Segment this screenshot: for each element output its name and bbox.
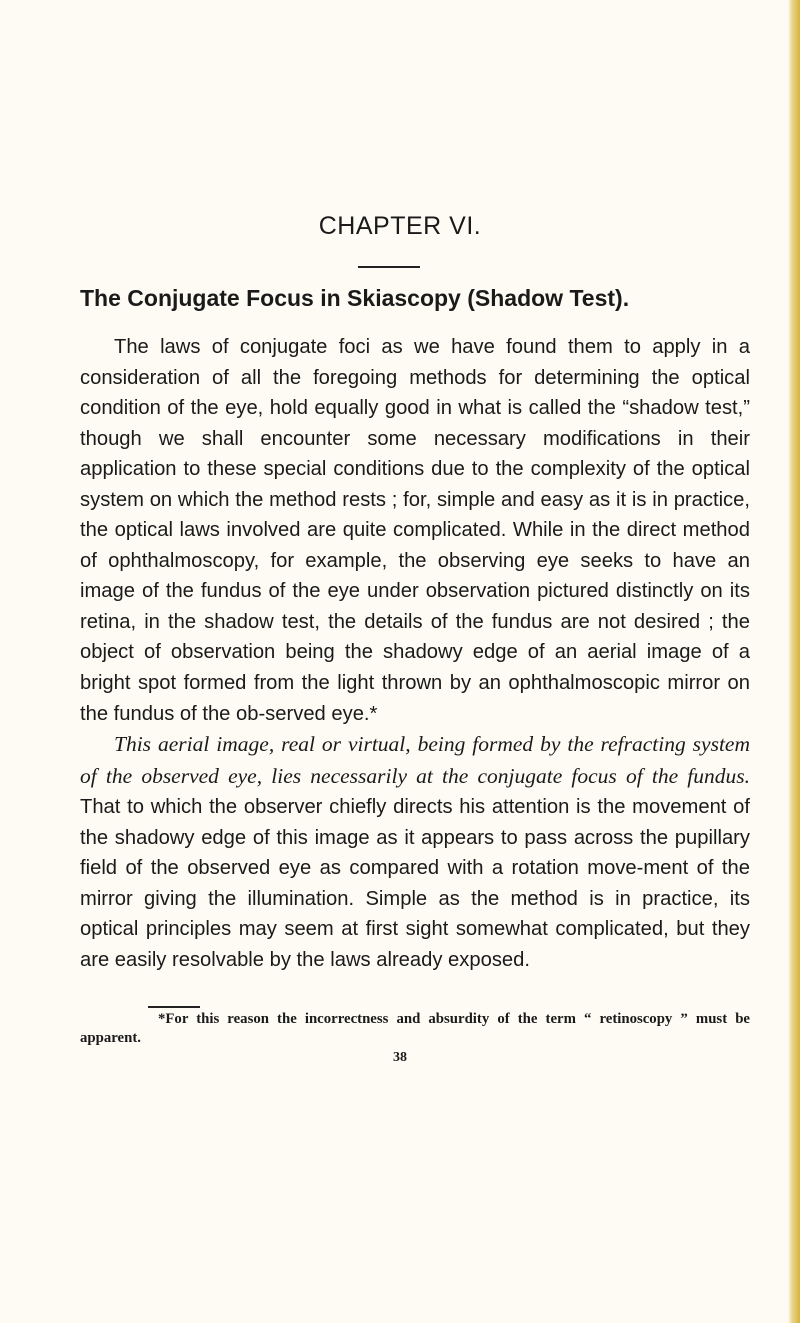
paragraph-2-roman: That to which the observer chiefly directs his attention is the movement of the shadowy edge of this image as it appears to pass across the pupillary field of the observed eye as compared with a rotation move-ment of the mirror giving the illumination. Simple as the method is in practice, its optical principles may seem at first sight somewhat complicated, but they are easily resolvable by the laws already exposed. [80,796,750,971]
footnote-rule [148,1006,200,1008]
paragraph-1: The laws of conjugate foci as we have found them to apply in a consideration of all the foregoing methods for determining the optical condition of the eye, hold equally good in what is called the “shadow test,” though we shall encounter some necessary modifications in their application to these special conditions due to the complexity of the optical system on which the method rests ; for, simple and easy as it is in practice, the optical laws involved are quite complicated. While in the direct method of ophthalmoscopy, for example, the observing eye seeks to have an image of the fundus of the eye under observation pictured distinctly on its retina, in the shadow test, the details of the fundus are not desired ; the object of observation being the shadowy edge of an aerial image of a bright spot formed from the light thrown by an ophthalmoscopic mirror on the fundus of the ob-served eye.* [80,336,750,725]
paragraph-2-italic: This aerial image, real or virtual, being formed by the refracting system of the observed eye, lies necessarily at the conjugate focus of the fundus. [80,732,750,788]
paragraph-2 [80,729,750,975]
body-text [80,332,750,975]
chapter-heading: CHAPTER VI. [318,212,482,240]
title-rule [358,266,420,268]
page-edge [788,0,800,1323]
page-number: 38 [393,1050,407,1065]
footnote: *For this reason the incorrectness and absurdity of the term “ retinoscopy ” must be apparent. [80,1011,750,1046]
section-title: The Conjugate Focus in Skiascopy (Shadow Test). [80,285,630,311]
